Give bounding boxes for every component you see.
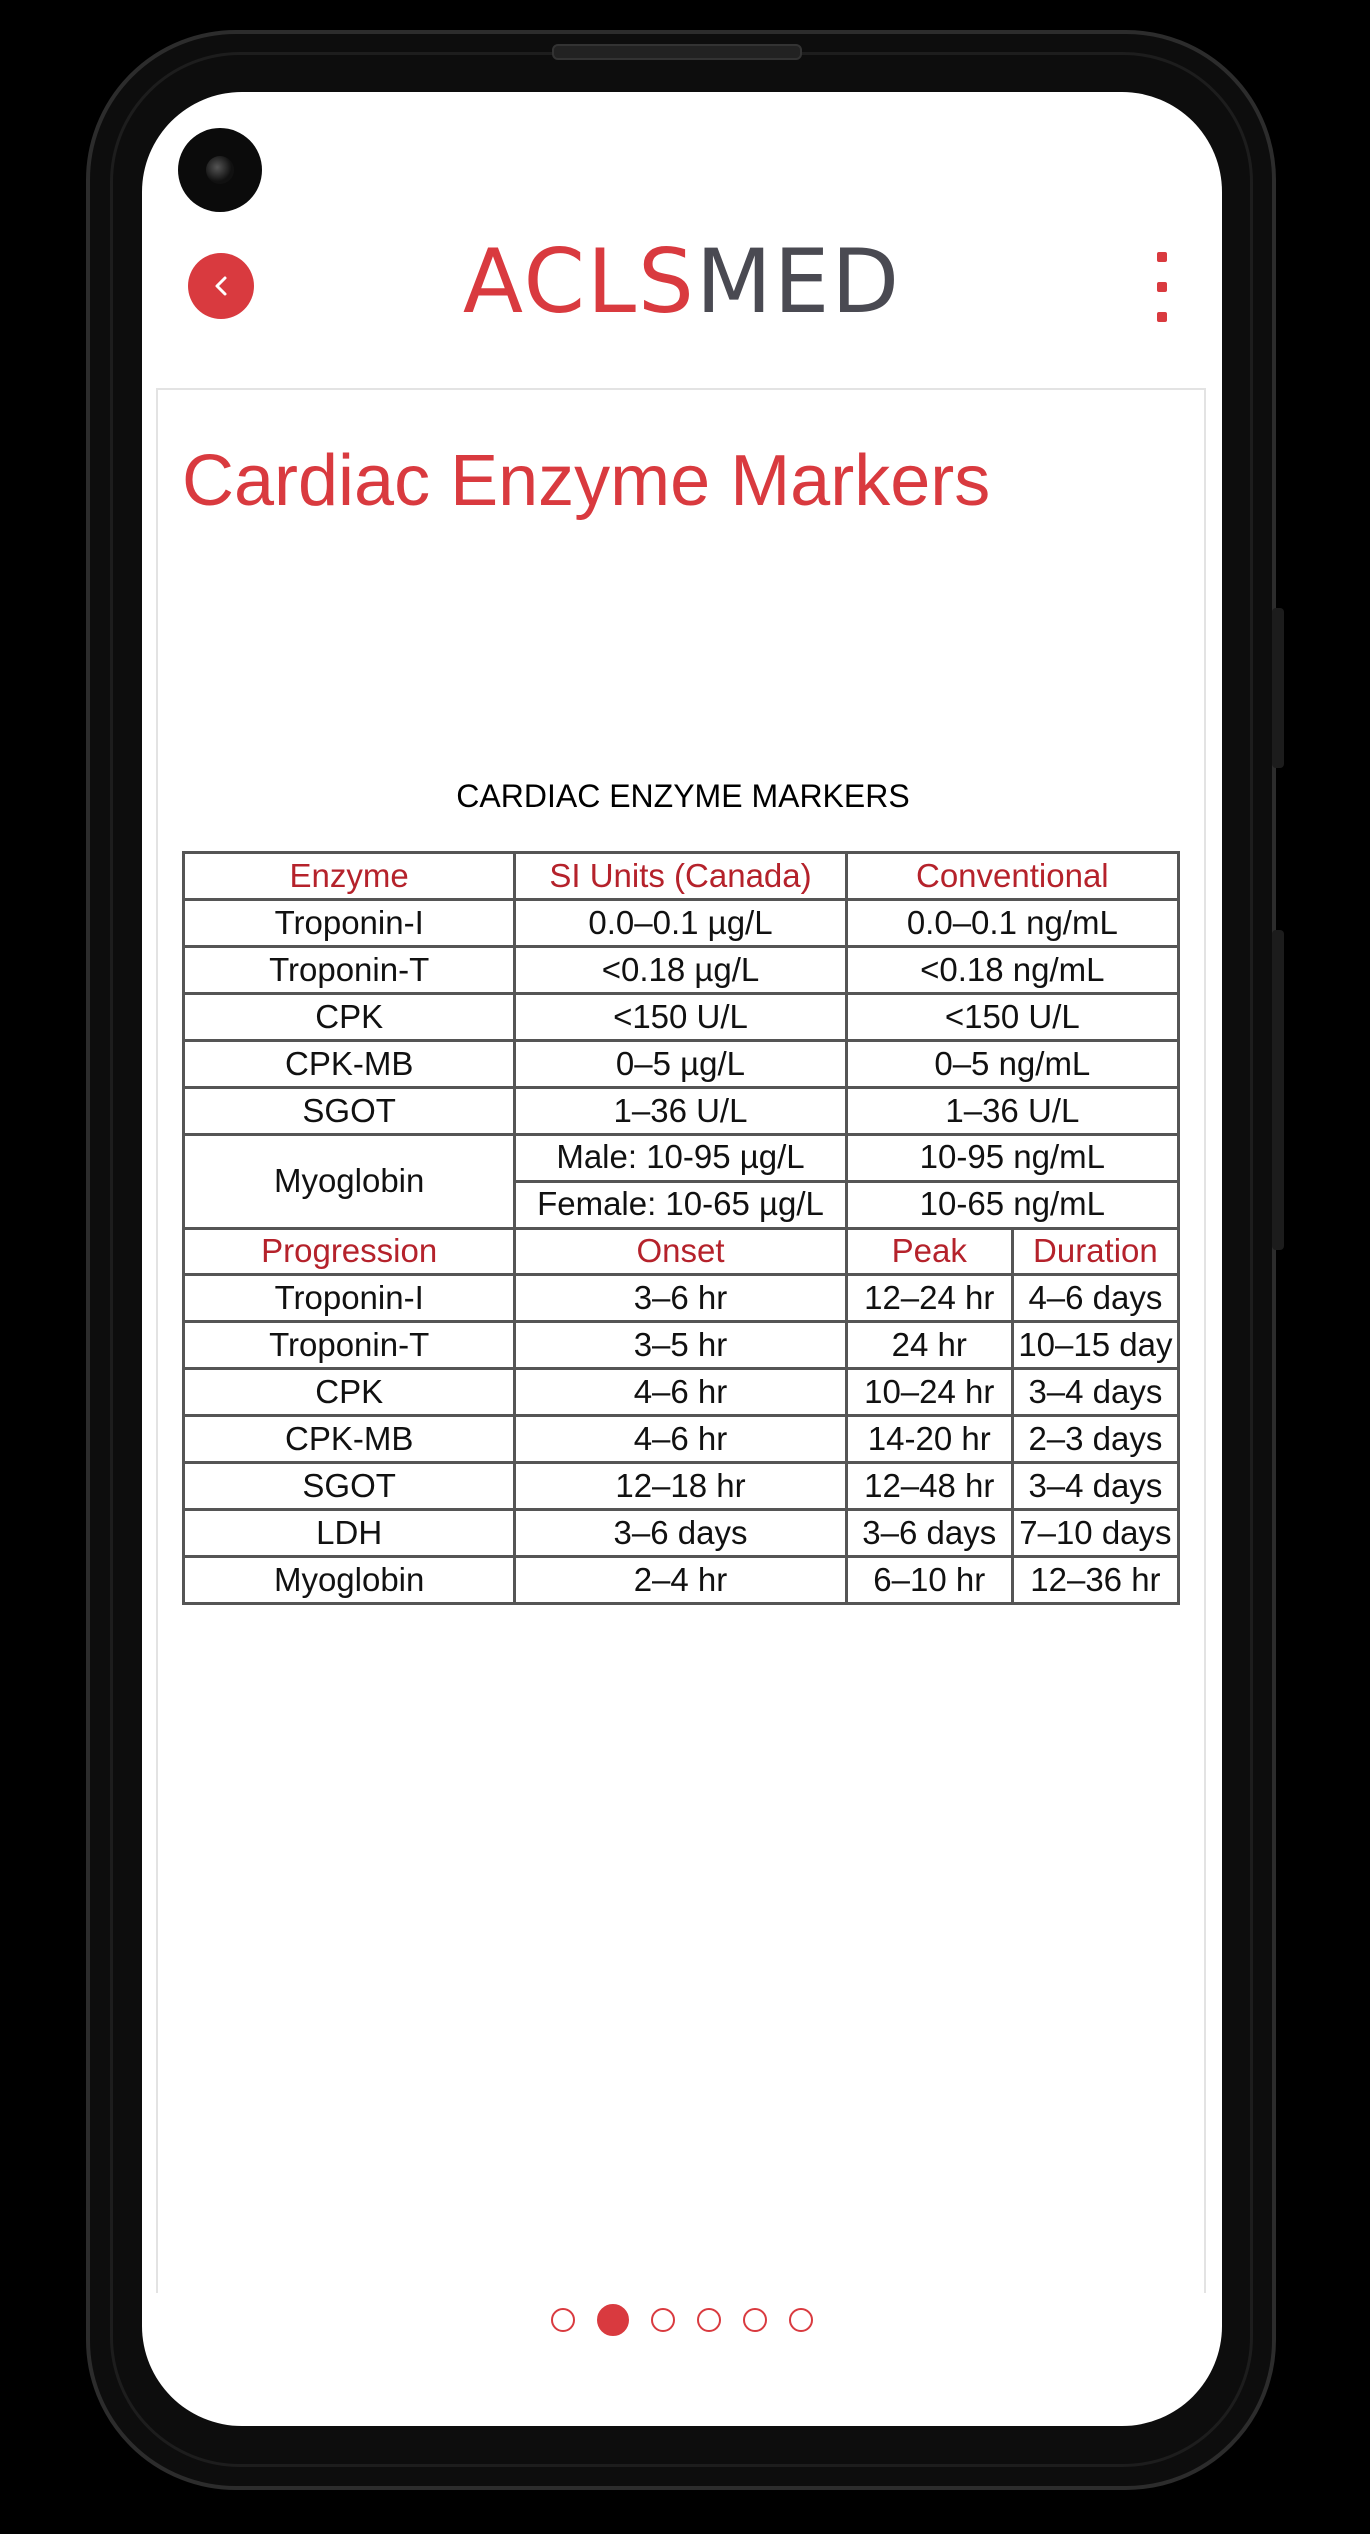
earpiece-speaker bbox=[552, 44, 802, 60]
conventional-value: 10-65 ng/mL bbox=[846, 1181, 1178, 1228]
duration-value: 2–3 days bbox=[1012, 1416, 1178, 1463]
table-row bbox=[184, 1369, 1179, 1416]
header-cell: Enzyme bbox=[184, 853, 515, 900]
header-cell: Peak bbox=[846, 1228, 1012, 1275]
more-vertical-icon bbox=[1157, 252, 1167, 262]
onset-value: 3–6 days bbox=[515, 1510, 846, 1557]
overflow-menu-button[interactable] bbox=[1142, 252, 1182, 322]
progression-name: CPK bbox=[184, 1369, 515, 1416]
table-row bbox=[184, 1087, 1179, 1134]
si-value: 0.0–0.1 µg/L bbox=[515, 899, 846, 946]
si-value: Male: 10-95 µg/L bbox=[515, 1134, 846, 1181]
peak-value: 14-20 hr bbox=[846, 1416, 1012, 1463]
si-value: Female: 10-65 µg/L bbox=[515, 1181, 846, 1228]
page-dot[interactable] bbox=[551, 2308, 575, 2332]
table-row bbox=[184, 1322, 1179, 1369]
menu-dot bbox=[1157, 312, 1167, 322]
table-row bbox=[184, 1134, 1179, 1181]
content-card bbox=[156, 388, 1206, 2293]
onset-value: 12–18 hr bbox=[515, 1463, 846, 1510]
logo-med: MED bbox=[695, 230, 902, 333]
table-row bbox=[184, 1040, 1179, 1087]
conventional-value: 0.0–0.1 ng/mL bbox=[846, 899, 1178, 946]
duration-value: 12–36 hr bbox=[1012, 1557, 1178, 1604]
duration-value: 10–15 day bbox=[1012, 1322, 1178, 1369]
table-row bbox=[184, 1510, 1179, 1557]
app-logo bbox=[342, 232, 1022, 332]
peak-value: 6–10 hr bbox=[846, 1557, 1012, 1604]
page-dot[interactable] bbox=[697, 2308, 721, 2332]
table-row bbox=[184, 1463, 1179, 1510]
enzyme-name: Myoglobin bbox=[184, 1134, 515, 1228]
peak-value: 10–24 hr bbox=[846, 1369, 1012, 1416]
page-dot[interactable] bbox=[789, 2308, 813, 2332]
si-value: 0–5 µg/L bbox=[515, 1040, 846, 1087]
enzyme-name: Troponin-I bbox=[184, 899, 515, 946]
conventional-value: 10-95 ng/mL bbox=[846, 1134, 1178, 1181]
conventional-value: 1–36 U/L bbox=[846, 1087, 1178, 1134]
header-cell: Duration bbox=[1012, 1228, 1178, 1275]
chevron-left-icon bbox=[206, 271, 236, 301]
logo-acls: ACLS bbox=[462, 230, 696, 333]
si-value: <0.18 µg/L bbox=[515, 946, 846, 993]
si-value: <150 U/L bbox=[515, 993, 846, 1040]
onset-value: 4–6 hr bbox=[515, 1369, 846, 1416]
page-indicator bbox=[142, 2308, 1222, 2336]
progression-name: Myoglobin bbox=[184, 1557, 515, 1604]
page-dot[interactable] bbox=[743, 2308, 767, 2332]
peak-value: 3–6 days bbox=[846, 1510, 1012, 1557]
power-button bbox=[1272, 930, 1284, 1250]
menu-dot bbox=[1157, 282, 1167, 292]
table-row bbox=[184, 1557, 1179, 1604]
peak-value: 12–24 hr bbox=[846, 1275, 1012, 1322]
progression-name: SGOT bbox=[184, 1463, 515, 1510]
enzyme-table bbox=[182, 851, 1180, 1605]
enzyme-name: SGOT bbox=[184, 1087, 515, 1134]
header-cell: Onset bbox=[515, 1228, 846, 1275]
progression-name: Troponin-I bbox=[184, 1275, 515, 1322]
front-camera bbox=[178, 128, 262, 212]
onset-value: 2–4 hr bbox=[515, 1557, 846, 1604]
header-cell: SI Units (Canada) bbox=[515, 853, 846, 900]
progression-name: CPK-MB bbox=[184, 1416, 515, 1463]
page-dot[interactable] bbox=[597, 2304, 629, 2336]
header-cell: Progression bbox=[184, 1228, 515, 1275]
table-row bbox=[184, 1275, 1179, 1322]
back-button[interactable] bbox=[188, 253, 254, 319]
progression-name: Troponin-T bbox=[184, 1322, 515, 1369]
onset-value: 3–5 hr bbox=[515, 1322, 846, 1369]
duration-value: 4–6 days bbox=[1012, 1275, 1178, 1322]
progression-name: LDH bbox=[184, 1510, 515, 1557]
table-row bbox=[184, 899, 1179, 946]
conventional-value: <0.18 ng/mL bbox=[846, 946, 1178, 993]
enzyme-name: CPK bbox=[184, 993, 515, 1040]
duration-value: 3–4 days bbox=[1012, 1369, 1178, 1416]
enzyme-name: CPK-MB bbox=[184, 1040, 515, 1087]
conventional-value: <150 U/L bbox=[846, 993, 1178, 1040]
table-row bbox=[184, 1416, 1179, 1463]
table-row bbox=[184, 946, 1179, 993]
volume-button bbox=[1272, 608, 1284, 768]
duration-value: 3–4 days bbox=[1012, 1463, 1178, 1510]
onset-value: 3–6 hr bbox=[515, 1275, 846, 1322]
table-row bbox=[184, 993, 1179, 1040]
conventional-value: 0–5 ng/mL bbox=[846, 1040, 1178, 1087]
table-title: CARDIAC ENZYME MARKERS bbox=[456, 778, 910, 814]
header-cell: Conventional bbox=[846, 853, 1178, 900]
page-dot[interactable] bbox=[651, 2308, 675, 2332]
page-title: Cardiac Enzyme Markers bbox=[182, 441, 991, 521]
table-header-row bbox=[184, 853, 1179, 900]
si-value: 1–36 U/L bbox=[515, 1087, 846, 1134]
table-header-row bbox=[184, 1228, 1179, 1275]
onset-value: 4–6 hr bbox=[515, 1416, 846, 1463]
enzyme-name: Troponin-T bbox=[184, 946, 515, 993]
screen bbox=[142, 92, 1222, 2426]
duration-value: 7–10 days bbox=[1012, 1510, 1178, 1557]
peak-value: 12–48 hr bbox=[846, 1463, 1012, 1510]
peak-value: 24 hr bbox=[846, 1322, 1012, 1369]
